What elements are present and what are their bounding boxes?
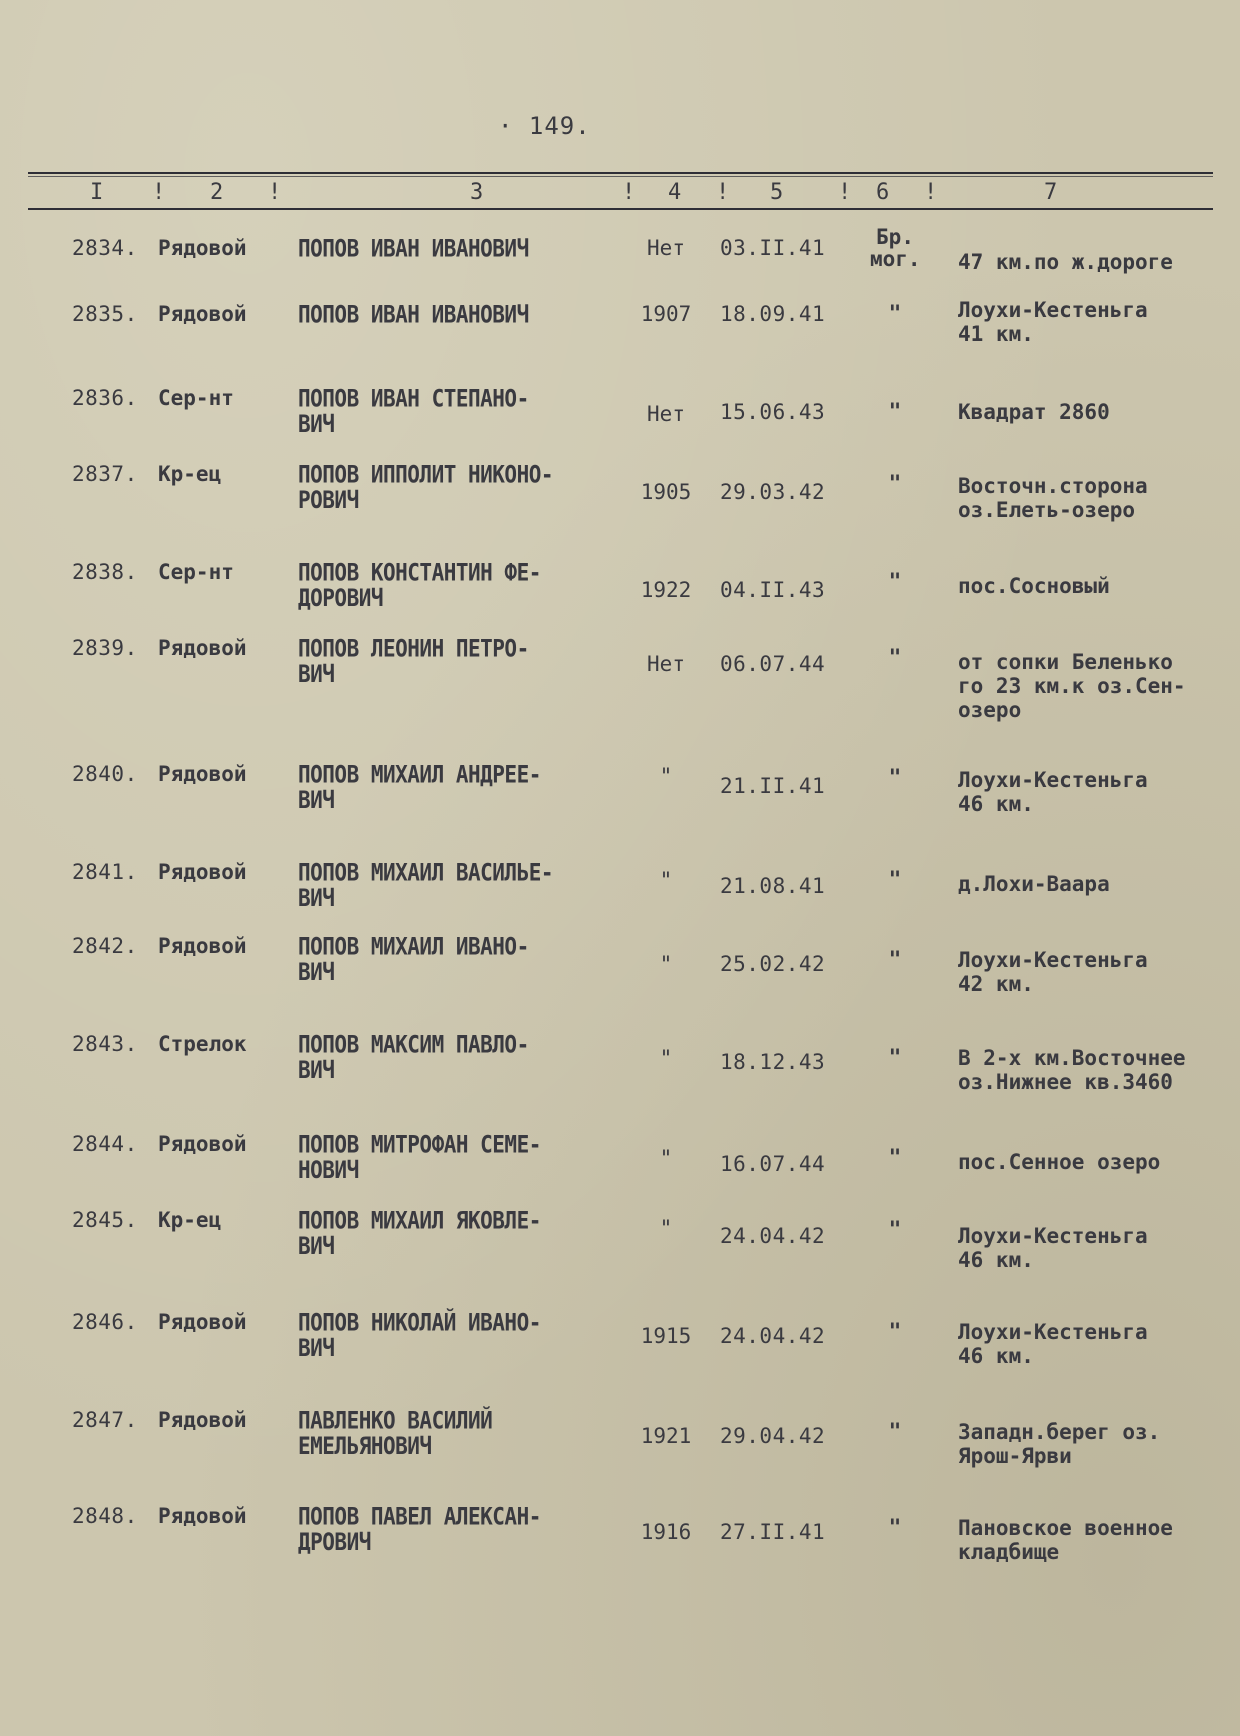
header-col-3: 3	[470, 180, 484, 205]
record-death-date: 15.06.43	[720, 400, 826, 424]
record-death-date: 21.II.41	[720, 774, 826, 798]
record-burial-place: пос.Сосновый	[958, 574, 1110, 598]
record-death-date: 06.07.44	[720, 652, 826, 676]
record-burial-place: Восточн.сторона оз.Елеть-озеро	[958, 474, 1148, 522]
record-number: 2845.	[72, 1208, 138, 1232]
record-rank: Сер-нт	[158, 560, 234, 584]
record-burial-type: "	[888, 947, 902, 971]
record-burial-type: "	[888, 1045, 902, 1069]
record-number: 2834.	[72, 236, 138, 260]
header-separator: !	[924, 180, 938, 205]
record-rank: Кр-ец	[158, 1208, 222, 1232]
record-birth-year: 1916	[640, 1520, 692, 1544]
record-number: 2848.	[72, 1504, 138, 1528]
record-death-date: 29.03.42	[720, 480, 826, 504]
record-rank: Рядовой	[158, 934, 247, 958]
record-burial-type: "	[888, 1515, 902, 1539]
record-name: ПОПОВ МИТРОФАН СЕМЕ- НОВИЧ	[298, 1130, 541, 1184]
record-burial-place: д.Лохи-Ваара	[958, 872, 1110, 896]
record-death-date: 03.II.41	[720, 236, 826, 260]
record-rank: Кр-ец	[158, 462, 222, 486]
table-header-bottom-rule	[28, 208, 1213, 210]
record-birth-year: "	[659, 764, 673, 788]
record-burial-place: Лоухи-Кестеньга 46 км.	[958, 1320, 1148, 1368]
record-birth-year: 1922	[640, 578, 692, 602]
record-burial-place: Лоухи-Кестеньга 42 км.	[958, 948, 1148, 996]
record-rank: Сер-нт	[158, 386, 234, 410]
record-burial-place: 47 км.по ж.дороге	[958, 250, 1173, 274]
record-death-date: 24.04.42	[720, 1224, 826, 1248]
header-col-2: 2	[210, 180, 224, 205]
record-death-date: 25.02.42	[720, 952, 826, 976]
record-name: ПОПОВ МИХАИЛ ВАСИЛЬЕ- ВИЧ	[298, 858, 554, 912]
record-number: 2841.	[72, 860, 138, 884]
record-birth-year: "	[659, 1146, 673, 1170]
record-rank: Рядовой	[158, 636, 247, 660]
record-birth-year: "	[659, 952, 673, 976]
record-birth-year: "	[659, 868, 673, 892]
record-rank: Рядовой	[158, 1310, 247, 1334]
record-name: ПОПОВ МАКСИМ ПАВЛО- ВИЧ	[298, 1030, 529, 1084]
record-burial-place: Пановское военное кладбище	[958, 1516, 1173, 1564]
record-birth-year: 1907	[640, 302, 692, 326]
record-rank: Рядовой	[158, 1408, 247, 1432]
record-death-date: 24.04.42	[720, 1324, 826, 1348]
record-name: ПОПОВ ЛЕОНИН ПЕТРО- ВИЧ	[298, 634, 529, 688]
record-birth-year: 1905	[640, 480, 692, 504]
record-birth-year: Нет	[647, 402, 685, 426]
record-burial-type: "	[888, 765, 902, 789]
record-burial-place: В 2-х км.Восточнее оз.Нижнее кв.3460	[958, 1046, 1186, 1094]
record-birth-year: 1915	[640, 1324, 692, 1348]
record-number: 2844.	[72, 1132, 138, 1156]
header-separator: !	[622, 180, 636, 205]
record-rank: Рядовой	[158, 302, 247, 326]
record-burial-type: Бр. мог.	[870, 225, 921, 271]
record-number: 2843.	[72, 1032, 138, 1056]
record-number: 2838.	[72, 560, 138, 584]
record-number: 2836.	[72, 386, 138, 410]
record-burial-type: "	[888, 301, 902, 325]
record-name: ПОПОВ ИВАН ИВАНОВИЧ	[298, 300, 529, 329]
header-col-4: 4	[668, 180, 682, 205]
record-burial-type: "	[888, 645, 902, 669]
record-rank: Рядовой	[158, 860, 247, 884]
header-col-7: 7	[1044, 180, 1058, 205]
record-rank: Стрелок	[158, 1032, 247, 1056]
record-death-date: 16.07.44	[720, 1152, 826, 1176]
record-name: ПАВЛЕНКО ВАСИЛИЙ ЕМЕЛЬЯНОВИЧ	[298, 1406, 493, 1460]
record-number: 2847.	[72, 1408, 138, 1432]
record-number: 2837.	[72, 462, 138, 486]
record-number: 2842.	[72, 934, 138, 958]
record-burial-type: "	[888, 1419, 902, 1443]
record-death-date: 04.II.43	[720, 578, 826, 602]
header-col-6: 6	[876, 180, 890, 205]
record-birth-year: Нет	[647, 652, 685, 676]
record-death-date: 29.04.42	[720, 1424, 826, 1448]
header-separator: !	[838, 180, 852, 205]
record-birth-year: 1921	[640, 1424, 692, 1448]
table-top-rule-thin	[28, 176, 1213, 177]
record-number: 2839.	[72, 636, 138, 660]
record-death-date: 18.09.41	[720, 302, 826, 326]
record-burial-type: "	[888, 569, 902, 593]
record-name: ПОПОВ МИХАИЛ АНДРЕЕ- ВИЧ	[298, 760, 541, 814]
header-col-1: I	[90, 180, 104, 205]
record-name: ПОПОВ ИВАН ИВАНОВИЧ	[298, 234, 529, 263]
record-name: ПОПОВ КОНСТАНТИН ФЕ- ДОРОВИЧ	[298, 558, 541, 612]
record-burial-type: "	[888, 1319, 902, 1343]
record-burial-place: Западн.берег оз. Ярош-Ярви	[958, 1420, 1161, 1468]
record-burial-place: Лоухи-Кестеньга 41 км.	[958, 298, 1148, 346]
record-burial-type: "	[888, 471, 902, 495]
record-name: ПОПОВ НИКОЛАЙ ИВАНО- ВИЧ	[298, 1308, 541, 1362]
record-burial-type: "	[888, 1145, 902, 1169]
record-burial-place: Лоухи-Кестеньга 46 км.	[958, 768, 1148, 816]
record-name: ПОПОВ МИХАИЛ ИВАНО- ВИЧ	[298, 932, 529, 986]
record-death-date: 18.12.43	[720, 1050, 826, 1074]
record-burial-place: пос.Сенное озеро	[958, 1150, 1161, 1174]
record-name: ПОПОВ ИППОЛИТ НИКОНО- РОВИЧ	[298, 460, 554, 514]
record-rank: Рядовой	[158, 1504, 247, 1528]
record-birth-year: "	[659, 1046, 673, 1070]
record-birth-year: Нет	[647, 236, 685, 260]
record-rank: Рядовой	[158, 1132, 247, 1156]
record-number: 2835.	[72, 302, 138, 326]
record-rank: Рядовой	[158, 236, 247, 260]
record-name: ПОПОВ ИВАН СТЕПАНО- ВИЧ	[298, 384, 529, 438]
record-burial-type: "	[888, 867, 902, 891]
record-number: 2840.	[72, 762, 138, 786]
table-header	[0, 178, 1240, 208]
header-separator: !	[152, 180, 166, 205]
record-rank: Рядовой	[158, 762, 247, 786]
record-burial-place: Квадрат 2860	[958, 400, 1110, 424]
header-separator: !	[268, 180, 282, 205]
record-birth-year: "	[659, 1216, 673, 1240]
record-burial-type: "	[888, 399, 902, 423]
record-burial-place: Лоухи-Кестеньга 46 км.	[958, 1224, 1148, 1272]
table-top-rule	[28, 172, 1213, 174]
page-number: · 149.	[498, 112, 591, 140]
record-death-date: 27.II.41	[720, 1520, 826, 1544]
record-burial-type: "	[888, 1217, 902, 1241]
header-col-5: 5	[770, 180, 784, 205]
record-death-date: 21.08.41	[720, 874, 826, 898]
record-name: ПОПОВ МИХАИЛ ЯКОВЛЕ- ВИЧ	[298, 1206, 541, 1260]
record-name: ПОПОВ ПАВЕЛ АЛЕКСАН- ДРОВИЧ	[298, 1502, 541, 1556]
record-burial-place: от сопки Беленько го 23 км.к оз.Сен- озеро	[958, 650, 1186, 722]
header-separator: !	[716, 180, 730, 205]
record-number: 2846.	[72, 1310, 138, 1334]
